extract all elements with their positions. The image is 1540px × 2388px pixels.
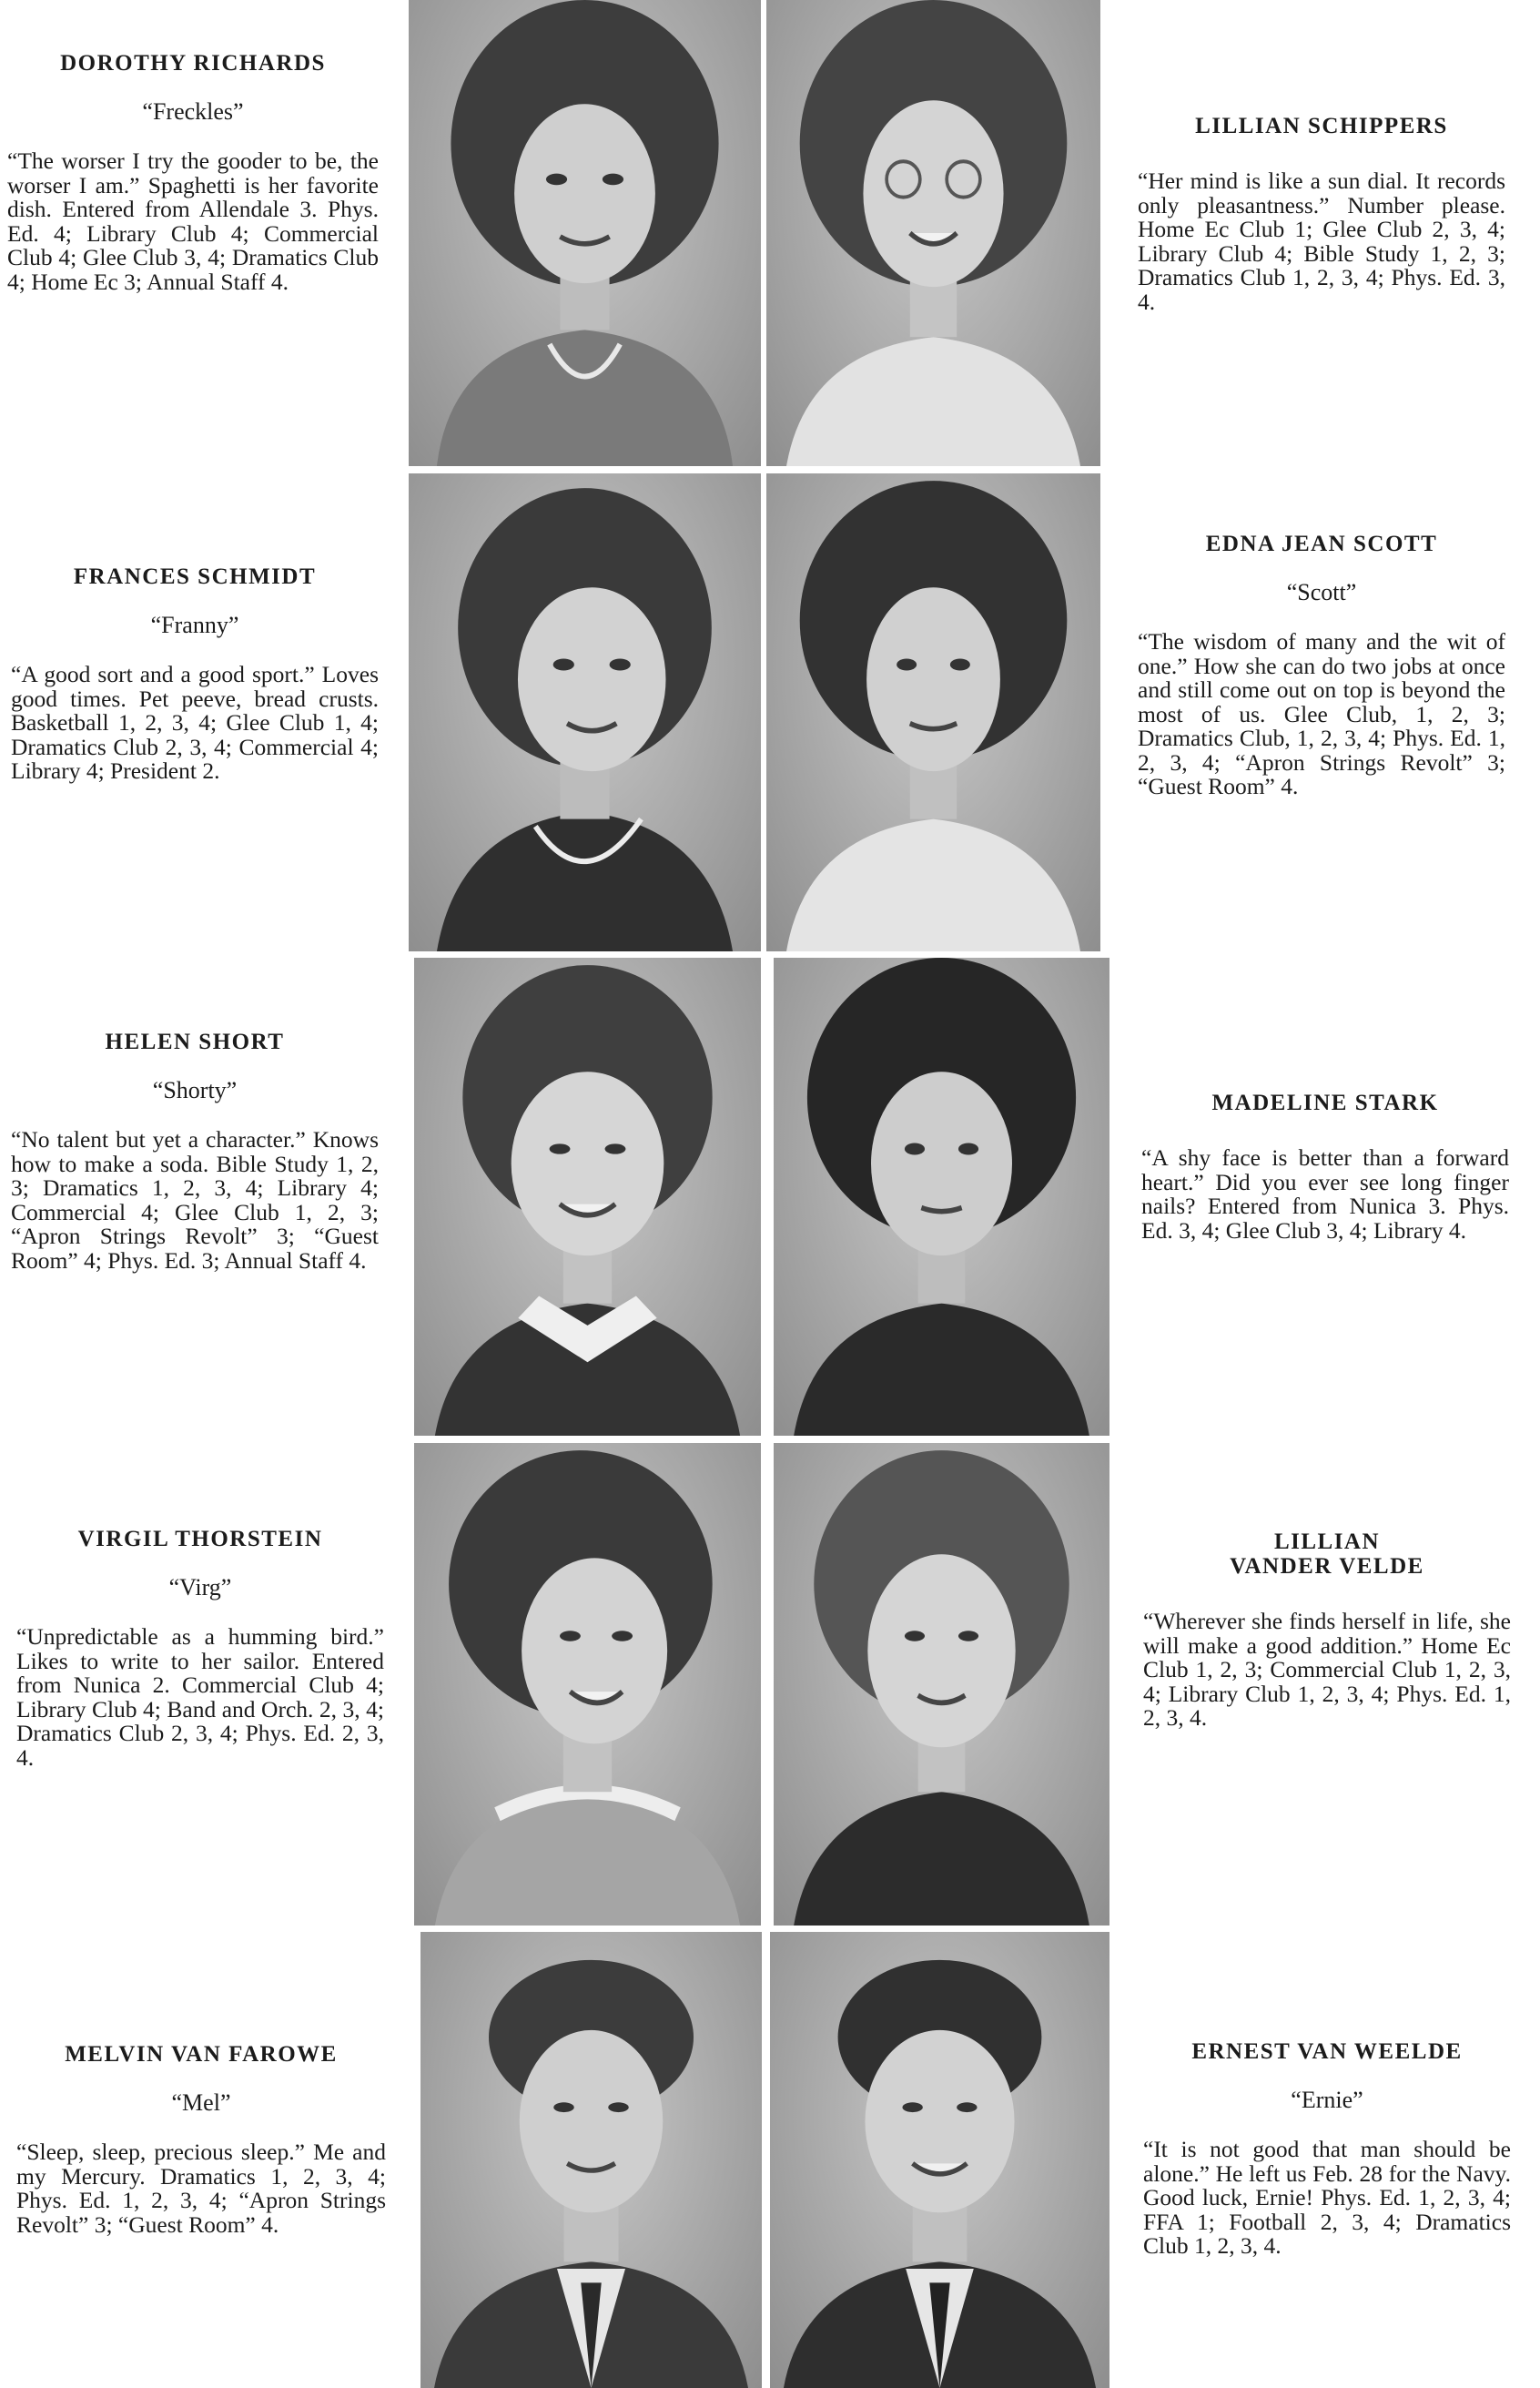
student-name: ERNEST VAN WEELDE (1191, 2039, 1463, 2064)
bio-lillian-schippers (1138, 114, 1505, 314)
student-description: “A good sort and a good sport.” Loves good times. Pet peeve, bread crusts. Basketball 1, 2, 3, 4; Glee Club 1, 4; Dramatics Club 2, 3, 4; Commercial 4; Library 4; President 2. (11, 661, 379, 784)
student-description: “Unpredictable as a humming bird.” Likes to write to her sailor. Entered from Nunica 2. Commercial Club 4; Library Club 4; Band and Orch. 2, 3, 4; Dramatics Club 2, 3, 4; Phys. Ed. 2, 3, 4. (16, 1623, 384, 1771)
portrait-helen-short (414, 958, 761, 1436)
student-description: “A shy face is better than a forward heart.” Did you ever see long finger nails? Entered from Nunica 3. Phys. Ed. 3, 4; Glee Club 3, 4; Library 4. (1141, 1144, 1509, 1244)
bio-melvin-van-farowe (16, 2042, 386, 2237)
student-description: “Sleep, sleep, precious sleep.” Me and my Mercury. Dramatics 1, 2, 3, 4; Phys. Ed. 1, 2, 3, 4; “Apron Strings Revolt” 3; “Guest Room” 4. (16, 2139, 386, 2238)
student-description: “It is not good that man should be alone.” He left us Feb. 28 for the Navy. Good luck, Ernie! Phys. Ed. 1, 2, 3, 4; FFA 1; Football 2, 3, 4; Dramatics Club 1, 2, 3, 4. (1143, 2136, 1511, 2259)
student-description: “Her mind is like a sun dial. It records only pleasantness.” Number please. Home Ec Club 1; Glee Club 2, 3, 4; Library Club 4; Bible Study 1, 2, 3; Dramatics Club 1, 2, 3, 4; Phys. Ed. 3, 4. (1138, 168, 1505, 315)
portrait-edna-jean-scott (766, 473, 1100, 951)
student-nickname: “Mel” (171, 2089, 231, 2116)
student-name: HELEN SHORT (105, 1030, 285, 1054)
student-nickname: “Freckles” (142, 98, 244, 125)
student-nickname: “Shorty” (152, 1077, 238, 1103)
bio-edna-jean-scott (1138, 532, 1505, 799)
portrait-frances-schmidt (409, 473, 761, 951)
portrait-lillian-vander-velde (774, 1443, 1109, 1926)
portrait-melvin-van-farowe (420, 1932, 762, 2388)
bio-frances-schmidt (11, 564, 379, 784)
portrait-lillian-schippers (766, 0, 1100, 466)
student-name: VIRGIL THORSTEIN (77, 1527, 323, 1551)
student-name: DOROTHY RICHARDS (60, 51, 326, 76)
bio-dorothy-richards (7, 51, 379, 294)
portrait-virgil-thorstein (414, 1443, 761, 1926)
portrait-dorothy-richards (409, 0, 761, 466)
student-nickname: “Franny” (150, 612, 239, 638)
bio-madeline-stark (1141, 1091, 1509, 1243)
student-name: MELVIN VAN FAROWE (65, 2042, 338, 2067)
bio-lillian-vander-velde (1143, 1529, 1511, 1731)
student-nickname: “Ernie” (1291, 2087, 1363, 2113)
bio-helen-short (11, 1030, 379, 1273)
student-name: MADELINE STARK (1211, 1091, 1439, 1115)
student-name: LILLIAN SCHIPPERS (1195, 114, 1448, 138)
portrait-madeline-stark (774, 958, 1109, 1436)
student-description: “The worser I try the gooder to be, the worser I am.” Spaghetti is her favorite dish. Entered from Allendale 3. Phys. Ed. 4; Library Club 4; Commercial Club 4; Glee Club 3, 4; Dramatics Club 4; Home Ec 3; Annual Staff 4. (7, 147, 379, 295)
student-nickname: “Virg” (168, 1574, 232, 1600)
student-name: LILLIAN VANDER VELDE (1230, 1529, 1424, 1579)
student-description: “The wisdom of many and the wit of one.” How she can do two jobs at once and still come out on top is beyond the most of us. Glee Club, 1, 2, 3; Dramatics Club, 1, 2, 3, 4; Phys. Ed. 1, 2, 3, 4; “Apron Strings Revolt” 3; “Guest Room” 4. (1138, 628, 1505, 799)
bio-virgil-thorstein (16, 1527, 384, 1770)
bio-ernest-van-weelde (1143, 2039, 1511, 2259)
portrait-ernest-van-weelde (770, 1932, 1109, 2388)
student-name: EDNA JEAN SCOTT (1205, 532, 1438, 556)
student-description: “Wherever she finds herself in life, she will make a good addition.” Home Ec Club 1, 2, 3; Commercial Club 1, 2, 3, 4; Library Club 1, 2, 3, 4; Phys. Ed. 1, 2, 3, 4. (1143, 1608, 1511, 1731)
student-description: “No talent but yet a character.” Knows how to make a soda. Bible Study 1, 2, 3; Dramatics 1, 2, 3, 4; Library 4; Commercial 4; Glee Club 1, 2, 3; “Apron Strings Revolt” 3; “Guest Room” 4; Phys. Ed. 3; Annual Staff 4. (11, 1126, 379, 1274)
student-name: FRANCES SCHMIDT (73, 564, 317, 589)
student-nickname: “Scott” (1286, 579, 1357, 605)
